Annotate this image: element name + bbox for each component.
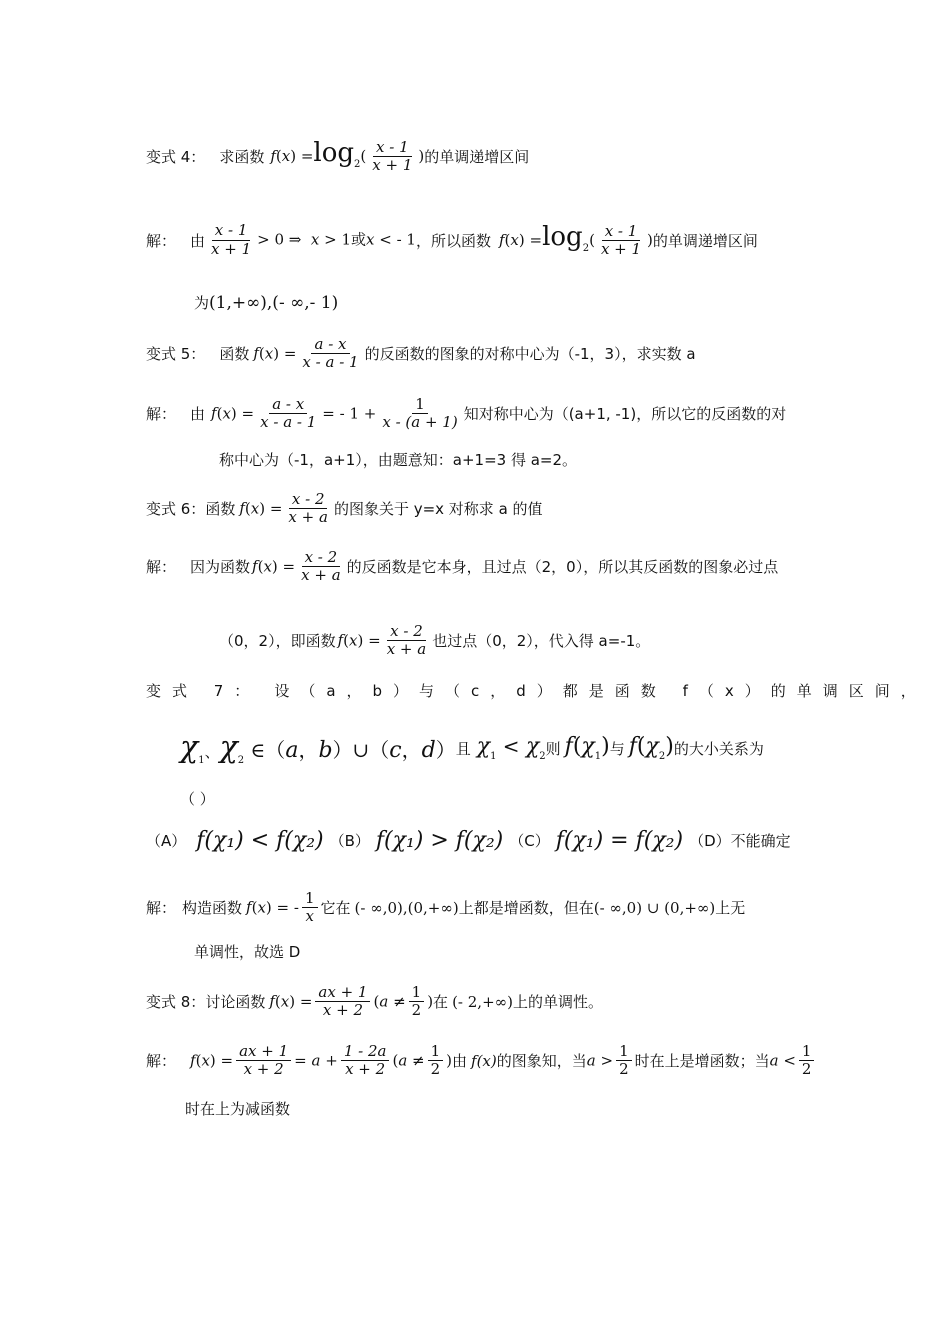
solution-7-formula: f(x) = - $\frac{1}{x}$ bbox=[242, 890, 320, 926]
solution-6-line-2-text-a: （0，2），即函数 bbox=[219, 632, 336, 651]
solution-8-text-a: 由 bbox=[452, 1052, 468, 1071]
variant-7-line-3-text: （ ） bbox=[180, 790, 215, 808]
solution-5-line-2 bbox=[219, 449, 577, 470]
option-b-label: （B） bbox=[329, 832, 370, 850]
solution-4-line bbox=[146, 222, 758, 258]
option-b-formula: f(χ₁) > f(χ₂) bbox=[375, 828, 504, 853]
solution-7-line-2-text: 单调性，故选 D bbox=[194, 943, 301, 961]
variant-7-line-2-formula: $\chi_1$、$\chi_2$ ∈（a，b）∪（c，d） bbox=[180, 730, 456, 766]
solution-8-cond-2: a < $\frac{1}{2}$ bbox=[770, 1043, 818, 1079]
solution-4-answer-prefix: 为 bbox=[194, 294, 210, 312]
solution-4-text-a: 由 bbox=[190, 231, 206, 250]
solution-4-text-b: ，所以函数 bbox=[415, 231, 491, 250]
variant-4-formula: $f(x) =\log_2$( $\frac{x - 1}{x + 1}$ ) bbox=[270, 137, 425, 174]
option-d-label: （D） bbox=[689, 832, 731, 850]
solution-5-text-a: 由 bbox=[190, 405, 206, 424]
variant-7-line-2 bbox=[180, 730, 764, 766]
solution-4-label: 解： bbox=[146, 231, 177, 250]
variant-8-interval: (- 2,+∞) bbox=[452, 992, 513, 1011]
solution-8-fx: f(x) bbox=[471, 1051, 497, 1070]
variant-8-text-b: 在 bbox=[433, 993, 449, 1012]
solution-8-formula: f(x) = $\frac{ax + 1}{x + 2}$ = a + $\frac{1 - 2a}{x + 2}$ (a ≠ $\frac{1}{2}$ ) bbox=[190, 1042, 453, 1079]
solution-7-label: 解： bbox=[146, 899, 177, 918]
variant-7-line-2-text-b: 则 bbox=[545, 739, 561, 758]
variant-8-label: 变式 8： bbox=[146, 993, 206, 1012]
variant-7-line-2-text-c: 与 bbox=[609, 739, 625, 758]
variant-8-text-c: 上的单调性。 bbox=[512, 993, 603, 1012]
variant-8-formula: f(x) = $\frac{ax + 1}{x + 2}$ (a ≠ $\frac{1}{2}$ ) bbox=[269, 983, 434, 1020]
variant-4-text-b: 的单调递增区间 bbox=[424, 147, 530, 166]
variant-4-line bbox=[146, 138, 529, 174]
solution-7-union: (- ∞,0) ∪ (0,+∞) bbox=[593, 898, 716, 917]
solution-8-line-2-text: 时在上为减函数 bbox=[185, 1100, 291, 1118]
solution-4-answer-line bbox=[194, 292, 338, 313]
solution-6-label: 解： bbox=[146, 558, 177, 577]
variant-7-text: 设（a，b）与（c，d）都是函数 f（x）的单调区间， bbox=[274, 682, 927, 700]
solution-5-line bbox=[146, 396, 786, 432]
option-d-text: 不能确定 bbox=[730, 832, 791, 850]
variant-5-text-a: 函数 bbox=[219, 345, 250, 364]
option-a-label: （A） bbox=[146, 832, 187, 850]
variant-5-text-b: 的反函数的图象的对称中心为（-1，3），求实数 a bbox=[364, 345, 696, 364]
solution-7-intervals: (- ∞,0),(0,+∞) bbox=[354, 898, 459, 917]
variant-7-line bbox=[146, 680, 927, 701]
option-a-formula: f(χ₁) < f(χ₂) bbox=[196, 828, 324, 853]
solution-7-text-d: 上无 bbox=[715, 899, 746, 918]
solution-8-text-c: 时在上是增函数；当 bbox=[634, 1052, 770, 1071]
variant-7-label: 变式 7： bbox=[146, 682, 261, 700]
variant-6-text-b: 的图象关于 y=x 对称求 a 的值 bbox=[333, 500, 543, 519]
solution-5-label: 解： bbox=[146, 405, 177, 424]
variant-5-line bbox=[146, 336, 696, 372]
solution-5-line-2-text: 称中心为（-1，a+1），由题意知：a+1=3 得 a=2。 bbox=[219, 451, 578, 469]
solution-7-text-a: 构造函数 bbox=[182, 899, 243, 918]
solution-8-line-2 bbox=[185, 1098, 290, 1119]
variant-6-text-a: 函数 bbox=[205, 500, 236, 519]
variant-6-line bbox=[146, 491, 543, 527]
variant-5-label: 变式 5： bbox=[146, 345, 206, 364]
solution-4-condition: $\frac{x - 1}{x + 1}$ > 0 ⇒ x > 1或x < - 1 bbox=[211, 221, 416, 258]
solution-7-text-c: 上都是增函数，但在 bbox=[458, 899, 594, 918]
solution-6-line bbox=[146, 549, 778, 585]
variant-7-line-3 bbox=[180, 788, 215, 809]
variant-8-text-a: 讨论函数 bbox=[205, 993, 266, 1012]
variant-7-line-2-f1: $f(\chi_1)$ bbox=[564, 734, 610, 762]
solution-4-formula: $f(x) =\log_2$( $\frac{x - 1}{x + 1}$ ) bbox=[498, 221, 653, 258]
solution-5-text-b: 知对称中心为（(a+1, -1)，所以它的反函数的对 bbox=[463, 405, 787, 424]
solution-6-line-2-text-b: 也过点（0，2），代入得 a=-1。 bbox=[432, 632, 651, 651]
solution-6-line-2-formula: f(x) = $\frac{x - 2}{x + a}$ bbox=[337, 622, 427, 659]
variant-7-line-2-text-a: 且 bbox=[455, 739, 471, 758]
variant-4-label: 变式 4： bbox=[146, 147, 206, 166]
solution-8-label: 解： bbox=[146, 1052, 177, 1071]
solution-4-answer: (1,+∞),(- ∞,- 1) bbox=[209, 292, 339, 313]
solution-8-cond-1: a > $\frac{1}{2}$ bbox=[587, 1043, 635, 1079]
variant-8-line bbox=[146, 984, 603, 1020]
solution-7-text-b: 它在 bbox=[320, 899, 351, 918]
solution-6-line-2 bbox=[219, 623, 650, 659]
variant-7-line-2-text-d: 的大小关系为 bbox=[673, 739, 764, 758]
solution-8-text-b: 的图象知，当 bbox=[496, 1052, 587, 1071]
variant-7-options-line bbox=[146, 828, 791, 853]
solution-6-text-a: 因为函数 bbox=[190, 558, 251, 577]
option-c-label: （C） bbox=[509, 832, 550, 850]
solution-8-line bbox=[146, 1043, 817, 1079]
solution-7-line-2 bbox=[194, 941, 300, 962]
variant-4-text-a: 求函数 bbox=[219, 147, 265, 166]
variant-6-formula: f(x) = $\frac{x - 2}{x + a}$ bbox=[239, 490, 328, 527]
solution-5-formula: f(x) = $\frac{a - x}{x - a - 1}$ = - 1 + $\frac{1}{x - (a + 1)}$ bbox=[211, 395, 458, 432]
variant-6-label: 变式 6： bbox=[146, 500, 206, 519]
solution-4-text-c: 的单调递增区间 bbox=[652, 231, 758, 250]
solution-6-formula: f(x) = $\frac{x - 2}{x + a}$ bbox=[252, 548, 341, 585]
variant-5-formula: f(x) = $\frac{a - x}{x - a - 1}$ bbox=[253, 335, 359, 372]
solution-7-line bbox=[146, 890, 745, 926]
solution-6-text-b: 的反函数是它本身，且过点（2，0），所以其反函数的图象必过点 bbox=[346, 558, 779, 577]
variant-7-line-2-f2: $f(\chi_2)$ bbox=[628, 734, 674, 762]
variant-7-line-2-cond: $\chi_1 < \chi_2$ bbox=[476, 734, 546, 762]
option-c-formula: f(χ₁) = f(χ₂) bbox=[555, 828, 684, 853]
